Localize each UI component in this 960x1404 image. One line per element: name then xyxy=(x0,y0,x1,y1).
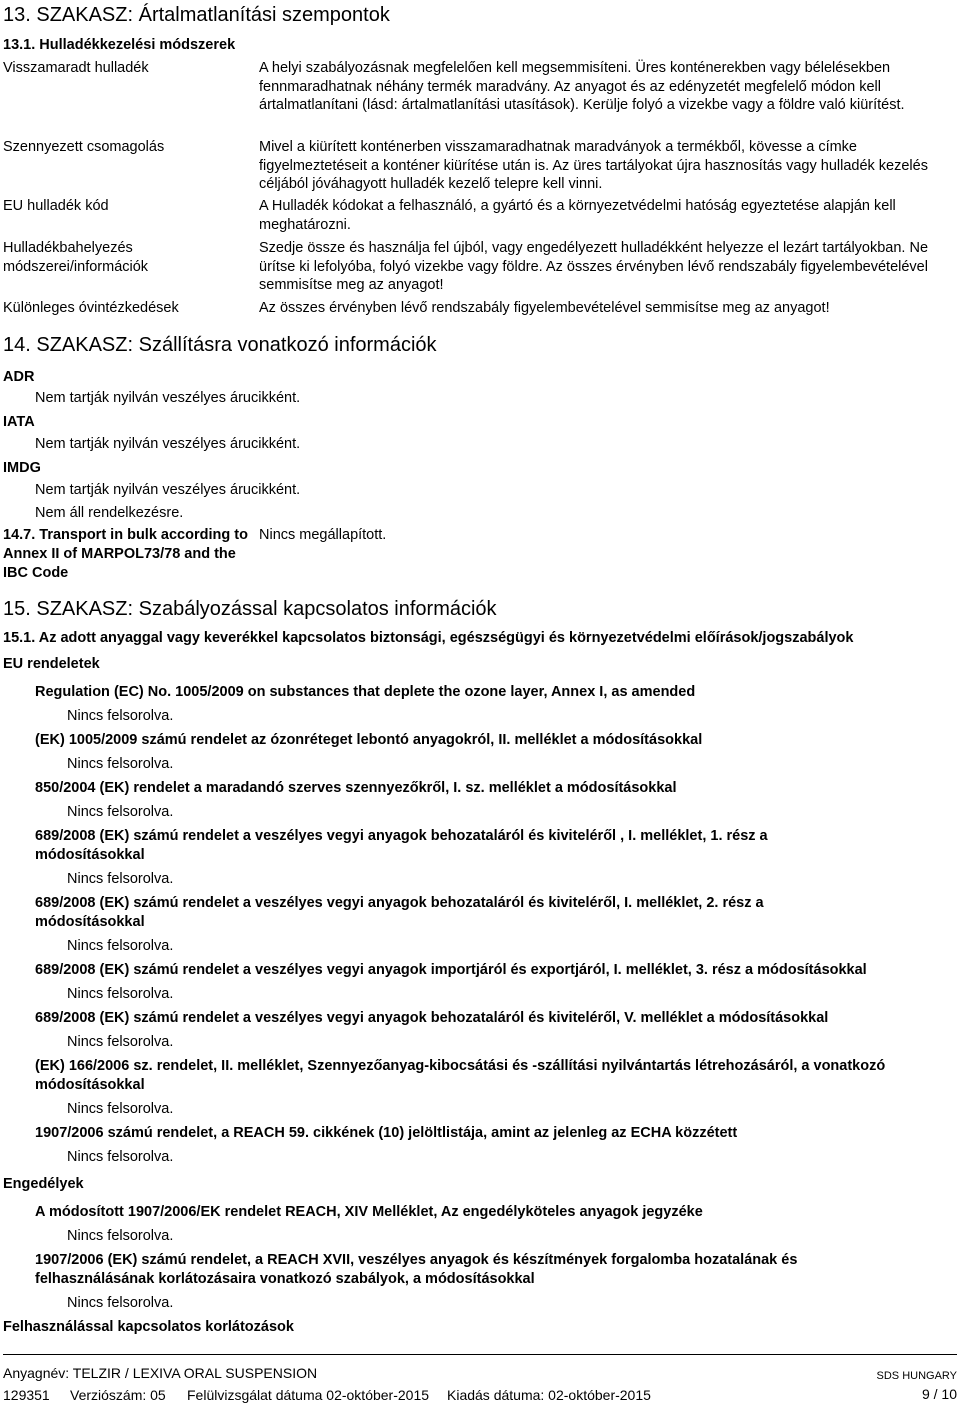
regulations-list xyxy=(3,655,957,1337)
label-special-precautions: Különleges óvintézkedések xyxy=(3,300,179,316)
footer-version: Verziószám: 05 xyxy=(70,1387,166,1403)
label-contaminated-packaging: Szennyezett csomagolás xyxy=(3,139,165,155)
eu-regulations-heading: EU rendeletek xyxy=(3,656,100,672)
regulation-status: Nincs felsorolva. xyxy=(67,1101,174,1117)
regulation-status: Nincs felsorolva. xyxy=(67,986,174,1002)
regulation-status: Nincs felsorolva. xyxy=(67,938,174,954)
regulation-status: Nincs felsorolva. xyxy=(67,871,174,887)
adr-heading: ADR xyxy=(3,369,35,385)
transport-in-bulk-value: Nincs megállapított. xyxy=(259,527,387,543)
value-eu-waste-code: A Hulladék kódokat a felhasználó, a gyártó és a környezetvédelmi hatóság egyeztetése alapján kell meghatározni. xyxy=(259,198,896,233)
regulation-title: A módosított 1907/2006/EK rendelet REACH, XIV Melléklet, Az engedélyköteles anyagok jegyzéke xyxy=(35,1204,703,1220)
value-contaminated-packaging: Mivel a kiürített konténerben visszamaradhatnak maradványok a termékből, kövesse a címke figyelmeztetéseit a konténer kiürítése után is. Az üres tartályokat újra hasznosítás vagy hulladék kezelés céljából jóváhagyott hulladék kezelő telepre kell vinni. xyxy=(259,139,928,192)
iata-text: Nem tartják nyilván veszélyes árucikként. xyxy=(35,436,301,452)
regulation-title: 1907/2006 (EK) számú rendelet, a REACH XVII, veszélyes anyagok és készítmények forgalomba hozatalának és felhasználásának korlátozásaira vonatkozó szabályok, a módosításokkal xyxy=(35,1252,798,1287)
section-15-1-subtitle: 15.1. Az adott anyaggal vagy keverékkel kapcsolatos biztonsági, egészségügyi és környezetvédelmi előírások/jogszabályok xyxy=(3,630,854,646)
section-13-title: 13. SZAKASZ: Ártalmatlanítási szempontok xyxy=(3,4,390,26)
footer-product-name: Anyagnév: TELZIR / LEXIVA ORAL SUSPENSION xyxy=(3,1365,318,1381)
authorisations-heading: Engedélyek xyxy=(3,1176,84,1192)
regulation-title: 689/2008 (EK) számú rendelet a veszélyes vegyi anyagok behozataláról és kiviteléről, I. melléklet, 2. rész a módosításokkal xyxy=(35,895,764,930)
regulation-title: (EK) 166/2006 sz. rendelet, II. melléklet, Szennyezőanyag-kibocsátási és -szállítási nyilvántartás létrehozásáról, a vonatkozó módosításokkal xyxy=(35,1058,886,1093)
iata-heading: IATA xyxy=(3,414,35,430)
section-13-1-subtitle: 13.1. Hulladékkezelési módszerek xyxy=(3,37,236,53)
regulation-title: Regulation (EC) No. 1005/2009 on substances that deplete the ozone layer, Annex I, as amended xyxy=(35,684,696,700)
regulation-status: Nincs felsorolva. xyxy=(67,756,174,772)
value-special-precautions: Az összes érvényben lévő rendszabály figyelembevételével semmisítse meg az anyagot! xyxy=(259,300,830,316)
footer-issue-date: Kiadás dátuma: 02-október-2015 xyxy=(447,1387,651,1403)
label-eu-waste-code: EU hulladék kód xyxy=(3,198,109,214)
footer-document-id: 129351 xyxy=(3,1387,50,1403)
transport-in-bulk-label: 14.7. Transport in bulk according to Annex II of MARPOL73/78 and the IBC Code xyxy=(3,527,248,581)
regulation-title: 850/2004 (EK) rendelet a maradandó szerves szennyezőkről, I. sz. melléklet a módosításokkal xyxy=(35,780,677,796)
regulation-title: (EK) 1005/2009 számú rendelet az ózonréteget lebontó anyagokról, II. melléklet a módosításokkal xyxy=(35,732,703,748)
regulation-title: 689/2008 (EK) számú rendelet a veszélyes vegyi anyagok behozataláról és kiviteléről , I. melléklet, 1. rész a módosításokkal xyxy=(35,828,768,863)
footer-divider xyxy=(3,1354,957,1355)
label-disposal-methods: Hulladékbahelyezés módszerei/információk xyxy=(3,240,149,275)
regulation-status: Nincs felsorolva. xyxy=(67,1228,174,1244)
regulation-status: Nincs felsorolva. xyxy=(67,804,174,820)
label-residual-waste: Visszamaradt hulladék xyxy=(3,60,149,76)
regulation-title: 689/2008 (EK) számú rendelet a veszélyes vegyi anyagok importjáról és exportjáról, I. melléklet, 3. rész a módosításokkal xyxy=(35,962,867,978)
section-15-title: 15. SZAKASZ: Szabályozással kapcsolatos információk xyxy=(3,598,497,620)
regulation-title: 1907/2006 számú rendelet, a REACH 59. cikkének (10) jelöltlistája, amint az jelenleg az ECHA közzétett xyxy=(35,1125,738,1141)
footer-revision-date: Felülvizsgálat dátuma 02-október-2015 xyxy=(187,1387,430,1403)
regulation-status: Nincs felsorolva. xyxy=(67,1295,174,1311)
regulation-title: 689/2008 (EK) számú rendelet a veszélyes vegyi anyagok behozataláról és kiviteléről, V. melléklet a módosításokkal xyxy=(35,1010,829,1026)
regulation-status: Nincs felsorolva. xyxy=(67,708,174,724)
value-disposal-methods: Szedje össze és használja fel újból, vagy engedélyezett hulladékként helyezze el lezárt tartályokban. Ne ürítse ki lefolyóba, folyó vizekbe vagy földre. Az összes érvényben lévő rendszabály figyelembevételével semmisítse meg az anyagot! xyxy=(259,240,929,293)
imdg-heading: IMDG xyxy=(3,460,41,476)
imdg-text: Nem tartják nyilván veszélyes árucikként. xyxy=(35,482,301,498)
footer-page-number: 9 / 10 xyxy=(921,1386,957,1402)
value-residual-waste: A helyi szabályozásnak megfelelően kell megsemmisíteni. Üres konténerekben vagy bélelésekben fennmaradhatnak néhány termék maradvány. Az anyagot és az edényzetét megfelelő módon kell ártalmatlanítani (lásd: ártalmatlanítási utasítások). Kerülje folyó a vizekbe vagy a földre való kiürítést. xyxy=(259,60,905,113)
footer-sds-label: SDS HUNGARY xyxy=(876,1370,957,1382)
regulation-status: Nincs felsorolva. xyxy=(67,1149,174,1165)
regulation-status: Nincs felsorolva. xyxy=(67,1034,174,1050)
adr-text: Nem tartják nyilván veszélyes árucikként. xyxy=(35,390,301,406)
section-14-title: 14. SZAKASZ: Szállításra vonatkozó információk xyxy=(3,334,437,356)
restrictions-heading: Felhasználással kapcsolatos korlátozások xyxy=(3,1319,294,1335)
imdg-extra-text: Nem áll rendelkezésre. xyxy=(35,505,184,521)
